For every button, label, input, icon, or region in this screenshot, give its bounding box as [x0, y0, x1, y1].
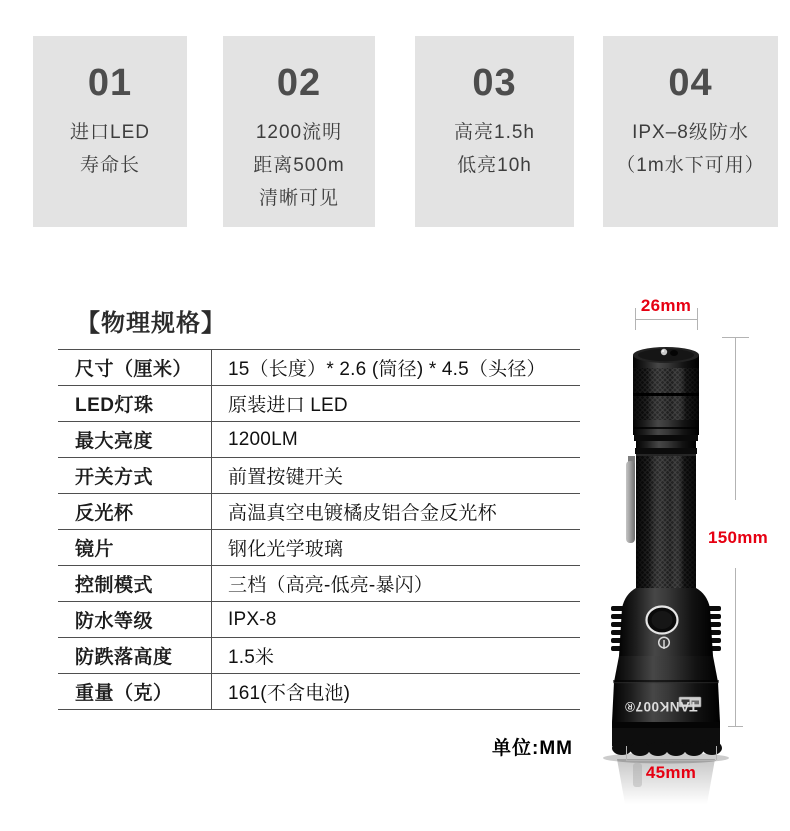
spec-label: 最大亮度 — [75, 431, 154, 452]
feature-box-03 — [415, 36, 574, 227]
spec-label: 控制模式 — [75, 575, 154, 596]
spec-label: 尺寸（厘米） — [75, 359, 193, 380]
feature-line: 1200流明 — [255, 122, 343, 143]
spec-label: LED灯珠 — [75, 395, 154, 416]
feature-line: 低亮10h — [457, 155, 532, 176]
spec-label: 重量（克） — [75, 683, 173, 704]
specs-table — [58, 349, 580, 710]
spec-value: 钢化光学玻璃 — [211, 530, 580, 565]
spec-value: 三档（高亮-低亮-暴闪） — [211, 566, 580, 601]
spec-value: 前置按键开关 — [211, 458, 580, 493]
feature-number: 04 — [668, 62, 713, 104]
flashlight-image — [595, 330, 790, 830]
feature-number: 03 — [472, 62, 517, 104]
spec-value: IPX-8 — [211, 602, 580, 637]
spec-value: 1.5米 — [211, 638, 580, 673]
feature-line: IPX–8级防水 — [632, 122, 749, 143]
body-tube — [626, 454, 696, 588]
spec-row — [58, 530, 580, 566]
feature-number: 01 — [87, 62, 133, 104]
length-label: 150mm — [707, 528, 769, 547]
feature-box-02 — [223, 36, 375, 227]
feature-line: （1m水下可用） — [616, 155, 765, 176]
spec-row — [58, 638, 580, 674]
specs-section-title: 【物理规格】 — [76, 310, 226, 337]
head-bezel — [612, 656, 720, 722]
spec-value: 15（长度）* 2.6 (筒径) * 4.5（头径） — [211, 350, 580, 385]
feature-box-04 — [603, 36, 778, 227]
brand-marking: TANK007® — [624, 699, 698, 714]
feature-box-01 — [33, 36, 187, 227]
measure-line — [735, 568, 736, 726]
bezel-crown — [612, 722, 722, 756]
spec-label: 镜片 — [75, 539, 115, 560]
spec-row — [58, 386, 580, 422]
unit-note: 单位:MM — [492, 738, 573, 759]
spec-label: 防水等级 — [75, 611, 154, 632]
measure-line — [735, 337, 736, 500]
spec-label: 防跌落高度 — [75, 647, 173, 668]
spec-row — [58, 494, 580, 530]
tail-cap — [633, 347, 699, 435]
spec-row — [58, 602, 580, 638]
head-diameter-label: 45mm — [645, 763, 697, 782]
feature-line: 寿命长 — [79, 155, 140, 176]
spec-value: 161(不含电池) — [211, 674, 580, 709]
spec-row — [58, 458, 580, 494]
measure-tick — [716, 746, 717, 760]
spec-row — [58, 422, 580, 458]
measure-line — [635, 319, 698, 320]
measure-tick — [728, 726, 743, 727]
pocket-clip — [626, 461, 635, 543]
lanyard-hole — [670, 350, 678, 356]
spec-value: 原装进口 LED — [211, 386, 580, 421]
spec-row — [58, 674, 580, 710]
spec-value: 高温真空电镀橘皮铝合金反光杯 — [211, 494, 580, 529]
feature-number: 02 — [276, 62, 322, 104]
neck-rings — [634, 435, 698, 454]
feature-line: 高亮1.5h — [454, 122, 535, 143]
spec-label: 反光杯 — [75, 503, 134, 524]
measure-line — [626, 760, 716, 761]
feature-line: 距离500m — [253, 155, 345, 176]
measure-tick — [626, 746, 627, 760]
spec-row — [58, 566, 580, 602]
feature-line: 清晰可见 — [258, 188, 339, 209]
tail-diameter-label: 26mm — [640, 296, 692, 315]
spec-value: 1200LM — [211, 422, 580, 457]
spec-row — [58, 350, 580, 386]
feature-line: 进口LED — [70, 122, 150, 143]
spec-label: 开关方式 — [75, 467, 154, 488]
